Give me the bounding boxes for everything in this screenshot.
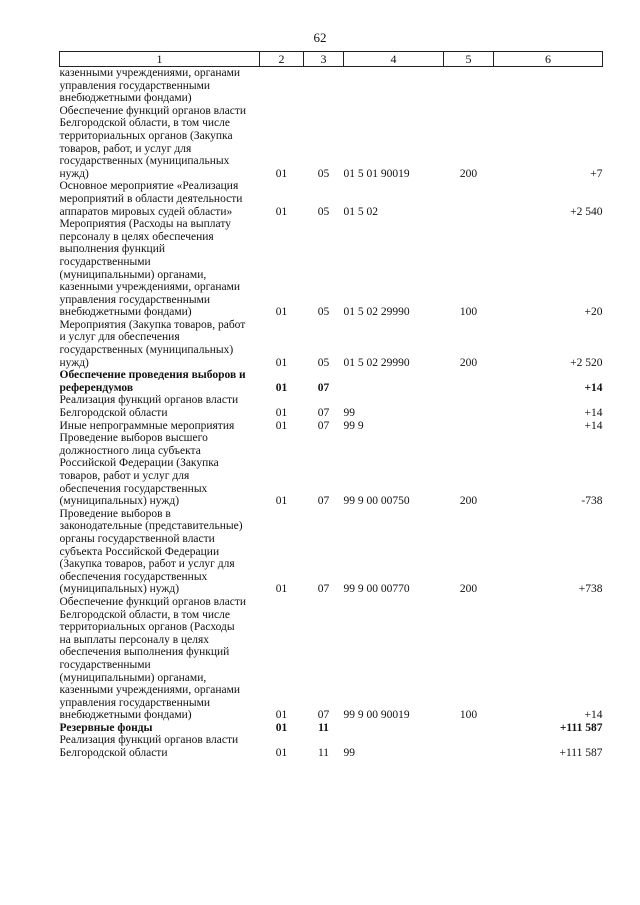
expense-type-code bbox=[444, 394, 494, 419]
amount-value: +14 bbox=[584, 381, 603, 394]
description-line: внебюджетными фондами) bbox=[59, 92, 192, 105]
expense-type-code: 200 bbox=[459, 495, 478, 508]
description-line: Мероприятия (Расходы на выплату bbox=[59, 218, 231, 231]
description-line: управления государственными bbox=[59, 293, 211, 306]
description-line: Реализация функций органов власти bbox=[59, 734, 239, 747]
description-line: аппаратов мировых судей области» bbox=[59, 205, 233, 218]
row-description bbox=[60, 432, 260, 508]
table-body bbox=[60, 67, 603, 760]
table-row bbox=[60, 319, 603, 369]
expense-type-code: 100 bbox=[459, 709, 478, 722]
target-article-code bbox=[344, 67, 444, 105]
section-code: 01 bbox=[275, 167, 288, 180]
description-line: территориальных органов (Расходы bbox=[59, 621, 235, 634]
row-description bbox=[60, 67, 260, 105]
description-line: мероприятий в области деятельности bbox=[59, 192, 243, 205]
target-article-code: 01 5 02 bbox=[343, 205, 378, 218]
description-line: нужд) bbox=[59, 356, 89, 369]
amount-value: +14 bbox=[584, 709, 603, 722]
amount-value bbox=[494, 67, 603, 105]
description-line: Проведение выборов высшего bbox=[59, 432, 208, 445]
column-header-5: 5 bbox=[444, 52, 494, 67]
subsection-code bbox=[304, 67, 344, 105]
description-line: Иные непрограммные мероприятия bbox=[59, 419, 235, 432]
subsection-code: 07 bbox=[317, 419, 330, 432]
table-row bbox=[60, 105, 603, 181]
description-line: государственных (муниципальных bbox=[59, 155, 230, 168]
section-code: 01 bbox=[275, 419, 288, 432]
description-line: государственных (муниципальных) bbox=[59, 344, 234, 357]
description-line: Мероприятия (Закупка товаров, работ bbox=[59, 318, 246, 331]
description-line: выполнения функций bbox=[59, 243, 165, 256]
row-description bbox=[60, 218, 260, 319]
amount-value: +2 540 bbox=[570, 205, 603, 218]
column-header-4: 4 bbox=[344, 52, 444, 67]
section-code bbox=[260, 67, 304, 105]
amount-value: +14 bbox=[584, 419, 603, 432]
description-line: (муниципальных) нужд) bbox=[59, 495, 180, 508]
amount-value: +20 bbox=[584, 306, 603, 319]
amount-value: +14 bbox=[584, 407, 603, 420]
target-article-code: 01 5 02 29990 bbox=[343, 306, 410, 319]
target-article-code: 99 9 00 90019 bbox=[343, 709, 410, 722]
row-description bbox=[60, 369, 260, 394]
description-line: Реализация функций органов власти bbox=[59, 394, 239, 407]
row-description bbox=[60, 508, 260, 596]
description-line: государственными bbox=[59, 658, 151, 671]
description-line: казенными учреждениями, органами bbox=[59, 684, 241, 697]
subsection-code: 07 bbox=[317, 381, 330, 394]
table-row bbox=[60, 722, 603, 735]
description-line: Основное мероприятие «Реализация bbox=[59, 180, 239, 193]
expense-type-code bbox=[444, 180, 494, 218]
section-code: 01 bbox=[275, 306, 288, 319]
description-line: Белгородской области bbox=[59, 407, 168, 420]
table-header-row bbox=[60, 52, 603, 67]
description-line: внебюджетными фондами) bbox=[59, 306, 192, 319]
budget-table bbox=[59, 51, 603, 760]
column-header-1: 1 bbox=[60, 52, 260, 67]
description-line: Белгородской области, в том числе bbox=[59, 117, 230, 130]
description-line: (муниципальными) органами, bbox=[59, 671, 207, 684]
description-line: управления государственными bbox=[59, 79, 211, 92]
row-description bbox=[60, 180, 260, 218]
description-line: и услуг для обеспечения bbox=[59, 331, 180, 344]
section-code: 01 bbox=[275, 709, 288, 722]
description-line: казенными учреждениями, органами bbox=[59, 281, 241, 294]
table-row bbox=[60, 734, 603, 759]
description-line: должностного лица субъекта bbox=[59, 444, 201, 457]
description-line: Белгородской области bbox=[59, 747, 168, 760]
row-description bbox=[60, 319, 260, 369]
expense-type-code bbox=[444, 734, 494, 759]
description-line: нужд) bbox=[59, 167, 89, 180]
subsection-code: 07 bbox=[317, 495, 330, 508]
description-line: персоналу в целях обеспечения bbox=[59, 230, 214, 243]
description-line: референдумов bbox=[59, 381, 134, 394]
expense-type-code bbox=[444, 67, 494, 105]
section-code: 01 bbox=[275, 356, 288, 369]
description-line: Резервные фонды bbox=[59, 721, 153, 734]
table-row bbox=[60, 394, 603, 419]
subsection-code: 11 bbox=[318, 721, 329, 734]
description-line: субъекта Российской Федерации bbox=[59, 545, 220, 558]
table-row bbox=[60, 369, 603, 394]
description-line: товаров, работ, и услуг для bbox=[59, 142, 192, 155]
expense-type-code: 100 bbox=[459, 306, 478, 319]
description-line: казенными учреждениями, органами bbox=[59, 67, 241, 79]
column-header-2: 2 bbox=[260, 52, 304, 67]
subsection-code: 07 bbox=[317, 709, 330, 722]
description-line: территориальных органов (Закупка bbox=[59, 129, 233, 142]
description-line: органы государственной власти bbox=[59, 532, 215, 545]
target-article-code: 01 5 02 29990 bbox=[343, 356, 410, 369]
target-article-code: 99 bbox=[343, 747, 355, 760]
target-article-code: 99 9 00 00770 bbox=[343, 583, 410, 596]
expense-type-code bbox=[444, 722, 494, 735]
section-code: 01 bbox=[275, 205, 288, 218]
amount-value: +2 520 bbox=[570, 356, 603, 369]
target-article-code bbox=[344, 722, 444, 735]
subsection-code: 05 bbox=[317, 205, 330, 218]
amount-value: +111 587 bbox=[559, 721, 603, 734]
section-code: 01 bbox=[275, 583, 288, 596]
description-line: (муниципальных) нужд) bbox=[59, 583, 180, 596]
section-code: 01 bbox=[275, 747, 288, 760]
description-line: Обеспечение функций органов власти bbox=[59, 104, 247, 117]
target-article-code: 01 5 01 90019 bbox=[343, 167, 410, 180]
expense-type-code: 200 bbox=[459, 583, 478, 596]
description-line: внебюджетными фондами) bbox=[59, 709, 192, 722]
description-line: (Закупка товаров, работ и услуг для bbox=[59, 558, 235, 571]
description-line: на выплаты персоналу в целях bbox=[59, 633, 210, 646]
row-description bbox=[60, 105, 260, 181]
target-article-code bbox=[344, 369, 444, 394]
subsection-code: 05 bbox=[317, 356, 330, 369]
expense-type-code: 200 bbox=[459, 356, 478, 369]
description-line: Обеспечение проведения выборов и bbox=[59, 369, 246, 382]
expense-type-code bbox=[444, 420, 494, 433]
description-line: Российской Федерации (Закупка bbox=[59, 457, 219, 470]
description-line: товаров, работ и услуг для bbox=[59, 470, 190, 482]
amount-value: -738 bbox=[581, 495, 603, 508]
description-line: Проведение выборов в bbox=[59, 507, 171, 520]
target-article-code: 99 9 bbox=[343, 419, 364, 432]
table-row bbox=[60, 432, 603, 508]
description-line: обеспечения государственных bbox=[59, 570, 208, 583]
target-article-code: 99 bbox=[343, 407, 355, 420]
page-number: 62 bbox=[313, 30, 327, 45]
row-description bbox=[60, 394, 260, 419]
expense-type-code: 200 bbox=[459, 167, 478, 180]
row-description bbox=[60, 734, 260, 759]
amount-value: +111 587 bbox=[559, 747, 603, 760]
description-line: обеспечения выполнения функций bbox=[59, 646, 230, 659]
description-line: Белгородской области, в том числе bbox=[59, 608, 230, 621]
section-code: 01 bbox=[275, 495, 288, 508]
amount-value: +7 bbox=[590, 167, 603, 180]
description-line: государственными bbox=[59, 255, 151, 268]
row-description bbox=[60, 722, 260, 735]
table-row bbox=[60, 420, 603, 433]
row-description bbox=[60, 596, 260, 722]
amount-value: +738 bbox=[578, 583, 603, 596]
table-row bbox=[60, 180, 603, 218]
description-line: обеспечения государственных bbox=[59, 482, 208, 495]
subsection-code: 05 bbox=[317, 167, 330, 180]
table-row bbox=[60, 218, 603, 319]
subsection-code: 05 bbox=[317, 306, 330, 319]
description-line: Обеспечение функций органов власти bbox=[59, 595, 247, 608]
description-line: законодательные (представительные) bbox=[59, 520, 243, 533]
section-code: 01 bbox=[275, 721, 288, 734]
subsection-code: 07 bbox=[317, 407, 330, 420]
expense-type-code bbox=[444, 369, 494, 394]
target-article-code: 99 9 00 00750 bbox=[343, 495, 410, 508]
description-line: управления государственными bbox=[59, 696, 211, 709]
description-line: (муниципальными) органами, bbox=[59, 268, 207, 281]
subsection-code: 07 bbox=[317, 583, 330, 596]
row-description bbox=[60, 420, 260, 433]
table-row bbox=[60, 596, 603, 722]
table-row bbox=[60, 508, 603, 596]
section-code: 01 bbox=[275, 407, 288, 420]
column-header-6: 6 bbox=[494, 52, 603, 67]
subsection-code: 11 bbox=[317, 747, 330, 760]
column-header-3: 3 bbox=[304, 52, 344, 67]
section-code: 01 bbox=[275, 381, 288, 394]
table-row bbox=[60, 67, 603, 105]
